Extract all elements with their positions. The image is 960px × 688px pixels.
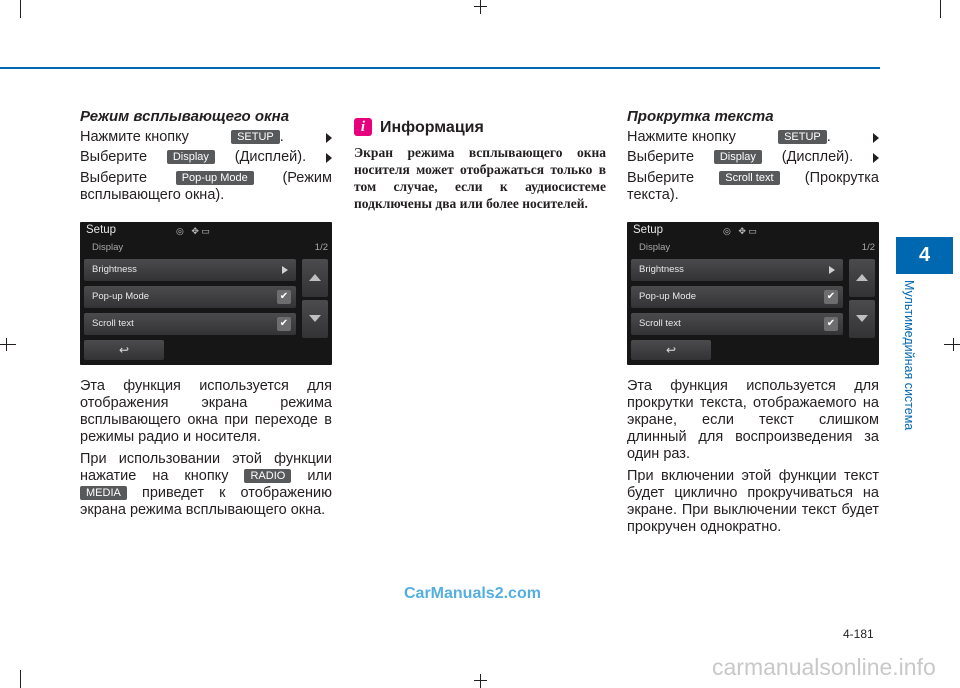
play-arrow-icon bbox=[829, 266, 835, 274]
scroll-down-button[interactable] bbox=[849, 300, 875, 338]
crop-mark bbox=[944, 344, 960, 345]
step-row: Выберите Pop-up Mode (Режим bbox=[80, 170, 332, 186]
crop-mark bbox=[474, 6, 487, 7]
watermark: CarManuals2.com bbox=[404, 585, 541, 602]
scroll-text-button-label: Scroll text bbox=[719, 171, 779, 185]
arrow-right-icon bbox=[326, 133, 332, 143]
checkbox-icon[interactable]: ✔ bbox=[824, 317, 838, 331]
info-header: i Информация bbox=[354, 118, 606, 136]
back-button[interactable]: ↩ bbox=[84, 340, 164, 360]
crop-mark bbox=[20, 670, 21, 688]
play-arrow-icon bbox=[282, 266, 288, 274]
checkbox-icon[interactable]: ✔ bbox=[277, 317, 291, 331]
back-button[interactable]: ↩ bbox=[631, 340, 711, 360]
radio-button-label: RADIO bbox=[244, 469, 291, 483]
menu-item-popup-mode[interactable]: Pop-up Mode ✔ bbox=[631, 286, 843, 308]
checkbox-icon[interactable]: ✔ bbox=[277, 290, 291, 304]
step-row: Нажмите кнопку SETUP . bbox=[80, 129, 332, 146]
arrow-right-icon bbox=[326, 153, 332, 163]
menu-item-popup-mode[interactable]: Pop-up Mode ✔ bbox=[84, 286, 296, 308]
column-scroll-text: Прокрутка текста Нажмите кнопку SETUP . Выберите Display (Дисплей). Выберите Scroll text (Прокрутка текста). bbox=[627, 108, 879, 203]
chapter-tab: 4 bbox=[896, 237, 953, 274]
section-heading: Режим всплывающего окна bbox=[80, 108, 290, 125]
watermark: carmanualsonline.info bbox=[712, 654, 936, 680]
setup-button-label: SETUP bbox=[231, 130, 280, 144]
popup-mode-button-label: Pop-up Mode bbox=[176, 171, 254, 185]
column-info bbox=[354, 112, 606, 212]
column-scroll-desc: Эта функция используется для прокрутки текста, отображаемого на экране, если текст слишком длинный для воспроизведения за один раз. При включении этой функции текст будет циклично прокручиваться на экране. При выключении текст будет прокручен однократно. bbox=[627, 378, 879, 535]
column-popup-mode: Режим всплывающего окна Нажмите кнопку SETUP . Выберите Display (Дисплей). Выберите Pop-up Mode (Режим всплывающего окна). bbox=[80, 108, 332, 203]
step-row: Выберите Display (Дисплей). bbox=[80, 149, 332, 166]
crop-mark bbox=[480, 674, 481, 688]
step-row: Нажмите кнопку SETUP . bbox=[627, 129, 879, 146]
menu-item-brightness[interactable]: Brightness bbox=[84, 259, 296, 281]
step-row: Выберите Scroll text (Прокрутка bbox=[627, 170, 879, 186]
checkbox-icon[interactable]: ✔ bbox=[824, 290, 838, 304]
crop-mark bbox=[474, 680, 487, 681]
arrow-right-icon bbox=[873, 133, 879, 143]
setup-screen: Setup ◎ ✥ ▭ Display 1/2 Brightness Pop-up Mode ✔ Scroll text ✔ ↩ bbox=[627, 222, 879, 365]
status-icons: ◎ ✥ ▭ bbox=[723, 226, 757, 236]
chapter-title: Мультимедийная система bbox=[902, 280, 916, 431]
scroll-up-button[interactable] bbox=[849, 259, 875, 297]
crop-mark bbox=[940, 0, 941, 18]
column-popup-desc: Эта функция используется для отображения экрана режима всплывающего окна при переходе в режимы радио и носителя. При использовании этой функции нажатие на кнопку RADIO или MEDIA приведет к отображению экрана режима всплывающего окна. bbox=[80, 378, 333, 518]
crop-mark bbox=[0, 344, 16, 345]
page-number: 4-181 bbox=[843, 627, 874, 641]
popup-para2: При использовании этой функции нажатие на кнопку RADIO или MEDIA приведет к отображению экрана режима всплывающего окна. bbox=[80, 451, 333, 518]
crop-mark bbox=[480, 0, 481, 14]
crop-mark bbox=[20, 0, 21, 18]
crop-mark bbox=[6, 338, 7, 351]
scroll-down-button[interactable] bbox=[302, 300, 328, 338]
setup-button-label: SETUP bbox=[778, 130, 827, 144]
scroll-up-button[interactable] bbox=[302, 259, 328, 297]
section-heading: Прокрутка текста bbox=[627, 108, 774, 125]
setup-screen: Setup ◎ ✥ ▭ Display 1/2 Brightness Pop-up Mode ✔ Scroll text ✔ ↩ bbox=[80, 222, 332, 365]
media-button-label: MEDIA bbox=[80, 486, 127, 500]
arrow-right-icon bbox=[873, 153, 879, 163]
info-icon: i bbox=[354, 118, 372, 136]
display-button-label: Display bbox=[167, 150, 215, 164]
step-row: Выберите Display (Дисплей). bbox=[627, 149, 879, 166]
header-rule bbox=[0, 67, 880, 69]
menu-item-brightness[interactable]: Brightness bbox=[631, 259, 843, 281]
status-icons: ◎ ✥ ▭ bbox=[176, 226, 210, 236]
menu-item-scroll-text[interactable]: Scroll text ✔ bbox=[631, 313, 843, 335]
menu-item-scroll-text[interactable]: Scroll text ✔ bbox=[84, 313, 296, 335]
crop-mark bbox=[953, 338, 954, 351]
display-button-label: Display bbox=[714, 150, 762, 164]
info-body: Экран режима всплывающего окна носителя может отображаться только в том случае, если к аудиосистеме подключены два или более носителей. bbox=[354, 145, 606, 211]
